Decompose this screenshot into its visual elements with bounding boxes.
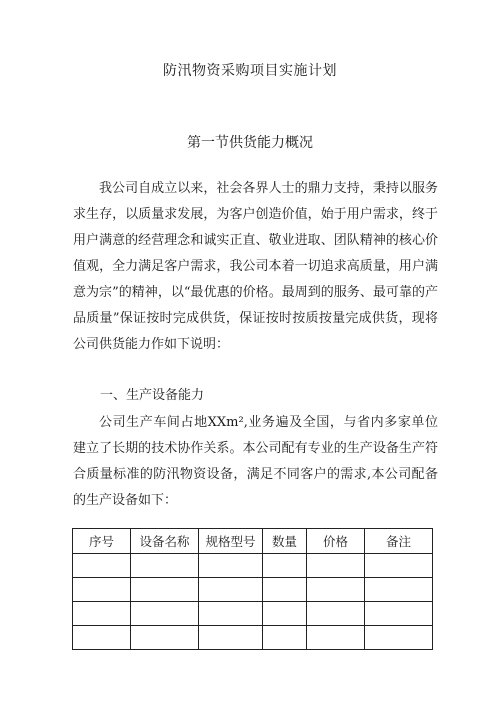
table-cell	[73, 554, 131, 578]
table-cell	[263, 554, 307, 578]
table-row	[73, 578, 433, 602]
document-title: 防汛物资采购项目实施计划	[163, 63, 337, 79]
table-cell	[73, 602, 131, 626]
table-cell	[199, 626, 263, 650]
table-cell	[131, 554, 199, 578]
table-cell	[365, 602, 433, 626]
equipment-table	[72, 528, 433, 650]
table-cell	[307, 578, 365, 602]
table-cell	[365, 578, 433, 602]
table-cell	[73, 626, 131, 650]
header-equipment-name: 设备名称	[131, 529, 199, 554]
intro-paragraph: 我公司自成立以来，社会各界人士的鼎力支持，秉持以服务求生存，以质量求发展，为客户创造价值，始于用户需求，终于用户满意的经营理念和诚实正直、敬业进取、团队精神的核心价值观，全力满足客户需求，我公司本着一切追求高质量，用户满意为宗”的精神，以“最优惠的价格。最周到的服务、最可靠的产品质量”保证按时完成供货，保证按时按质按量完成供货，现将公司供货能力作如下说明：	[73, 181, 438, 352]
header-price: 价格	[307, 529, 365, 554]
equipment-paragraph: 公司生产车间占地XXm²,业务遍及全国，与省内多家单位建立了长期的技术协作关系。本公司配有专业的生产设备生产符合质量标准的防汛物资设备，满足不同客户的需求,本公司配备的生产设备如下：	[73, 415, 438, 508]
table-cell	[131, 602, 199, 626]
table-cell	[131, 578, 199, 602]
table-row	[73, 554, 433, 578]
header-remarks: 备注	[365, 529, 433, 554]
table-cell	[263, 626, 307, 650]
table-cell	[131, 626, 199, 650]
header-model: 规格型号	[199, 529, 263, 554]
header-index: 序号	[73, 529, 131, 554]
table-cell	[199, 602, 263, 626]
table-cell	[307, 554, 365, 578]
table-cell	[263, 578, 307, 602]
table-header-row	[73, 529, 433, 554]
table-cell	[199, 554, 263, 578]
table-cell	[365, 554, 433, 578]
table-cell	[307, 602, 365, 626]
header-quantity: 数量	[263, 529, 307, 554]
section-title: 第一节供货能力概况	[187, 135, 313, 151]
table-cell	[199, 578, 263, 602]
table-row	[73, 626, 433, 650]
table-cell	[307, 626, 365, 650]
heading-equipment-capacity: 一、生产设备能力	[100, 388, 205, 403]
table-cell	[263, 602, 307, 626]
table-row	[73, 602, 433, 626]
table-cell	[365, 626, 433, 650]
table-cell	[73, 578, 131, 602]
